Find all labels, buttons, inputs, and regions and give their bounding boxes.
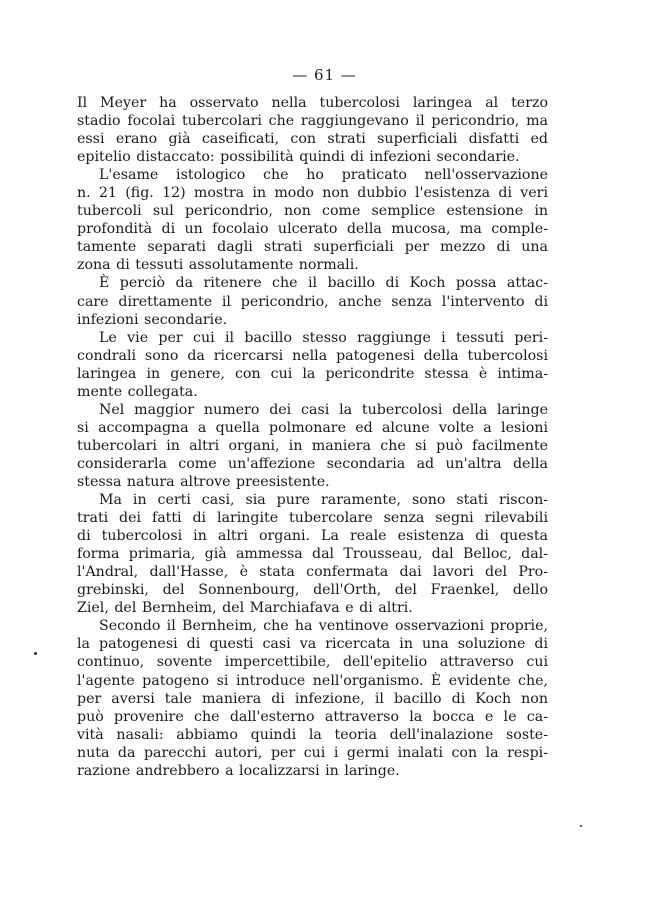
text-line: L'esame istologico che ho praticato nell'osservazione	[99, 167, 548, 184]
text-line: può provenire che dall'esterno attraverso la bocca e le ca-	[77, 708, 548, 725]
text-line: Il Meyer ha osservato nella tubercolosi laringea al terzo	[77, 95, 548, 111]
text-line: per aversi tale maniera di infezione, il bacillo di Koch non	[77, 690, 548, 707]
text-line: razione andrebbero a localizzarsi in laringe.	[77, 762, 400, 779]
text-line: la patogenesi di questi casi va ricercata in una soluzione di	[77, 636, 548, 653]
text-line: forma primaria, già ammessa dal Trousseau, dal Belloc, dal-	[77, 546, 548, 563]
text-line: tamente separati dagli strati superficiali per mezzo di una	[77, 239, 548, 256]
text-line: tubercolari in altri organi, in maniera che si può facilmente	[77, 437, 548, 454]
text-line: stadio focolai tubercolari che raggiungevano il pericondrio, ma	[77, 113, 548, 130]
print-speck	[580, 825, 582, 827]
text-line: Ma in certi casi, sia pure raramente, sono stati riscon-	[99, 492, 548, 509]
text-line: Le vie per cui il bacillo stesso raggiunge i tessuti peri-	[99, 329, 548, 346]
text-line: Secondo il Bernheim, che ha ventinove osservazioni proprie,	[99, 618, 548, 635]
body-text	[77, 94, 548, 780]
text-line: mente collegata.	[77, 383, 198, 400]
text-line: grebinski, del Sonnenbourg, dell'Orth, del Fraenkel, dello	[77, 582, 548, 599]
text-line: l'agente patogeno si introduce nell'organismo. È evidente che,	[77, 672, 548, 689]
text-line: tubercoli sul pericondrio, non come semplice estensione in	[77, 203, 548, 220]
text-line: n. 21 (fig. 12) mostra in modo non dubbio l'esistenza di veri	[77, 185, 548, 202]
text-line: considerarla come un'affezione secondaria ad un'altra della	[77, 455, 548, 472]
text-line: condrali sono da ricercarsi nella patogenesi della tubercolosi	[77, 347, 548, 364]
text-line: laringea in genere, con cui la pericondrite stessa è intima-	[77, 365, 548, 382]
text-line: Nel maggior numero dei casi la tubercolosi della laringe	[99, 401, 548, 418]
text-line: profondità di un focolaio ulcerato della mucosa, ma comple-	[77, 221, 548, 238]
text-line: infezioni secondarie.	[77, 311, 228, 328]
text-line: stessa natura altrove preesistente.	[77, 473, 330, 490]
text-line: nuta da parecchi autori, per cui i germi inalati con la respi-	[77, 744, 548, 761]
text-line: si accompagna a quella polmonare ed alcune volte a lesioni	[77, 419, 548, 436]
text-line: di tubercolosi in altri organi. La reale esistenza di questa	[77, 528, 548, 545]
text-line: trati dei fatti di laringite tubercolare senza segni rilevabili	[77, 510, 548, 527]
text-line: zona di tessuti assolutamente normali.	[77, 257, 359, 274]
text-line: continuo, sovente impercettibile, dell'epitelio attraverso cui	[77, 654, 548, 671]
text-line: Ziel, del Bernheim, del Marchiafava e di altri.	[77, 600, 413, 617]
text-line: vità nasali: abbiamo quindi la teoria dell'inalazione soste-	[77, 726, 548, 743]
text-line: È perciò da ritenere che il bacillo di Koch possa attac-	[99, 275, 548, 292]
text-line: epitelio distaccato: possibilità quindi di infezioni secondarie.	[77, 149, 520, 166]
text-line: care direttamente il pericondrio, anche senza l'intervento di	[77, 293, 548, 310]
text-line: l'Andral, dall'Hasse, è stata confermata dai lavori del Pro-	[77, 564, 548, 581]
page-number: — 61 —	[292, 66, 357, 84]
text-line: essi erano già caseificati, con strati superficiali disfatti ed	[77, 131, 548, 148]
print-speck	[34, 652, 37, 655]
